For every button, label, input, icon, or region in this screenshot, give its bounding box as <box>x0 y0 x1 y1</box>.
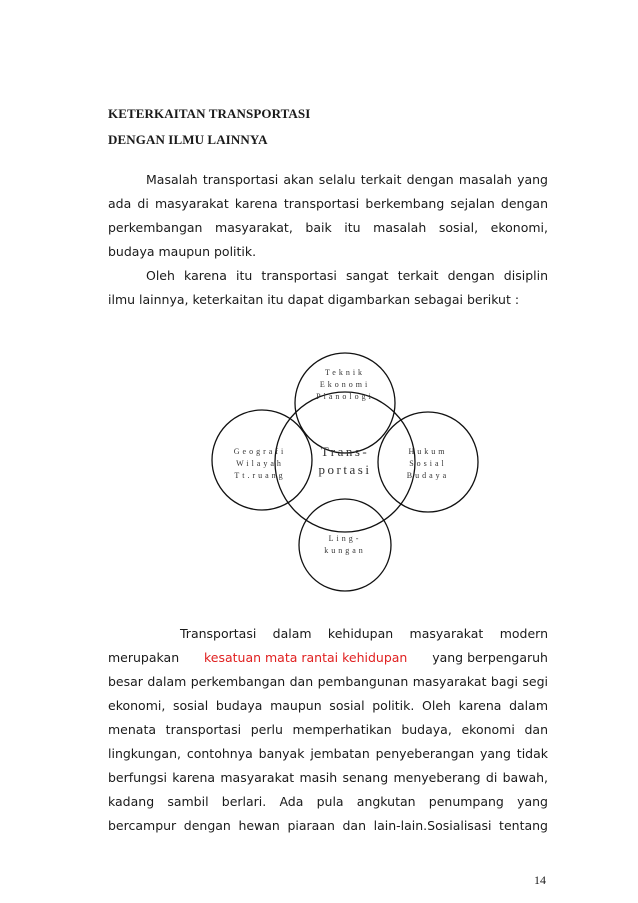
paragraph-3-line-with-highlight <box>108 650 548 666</box>
text-segment: merupakan <box>108 650 180 665</box>
paragraph-2-line: Oleh karena itu transportasi sangat terkait dengan disiplin <box>146 268 548 283</box>
paragraph-1-line: budaya maupun politik. <box>108 244 257 259</box>
paragraph-1-line: perkembangan masyarakat, baik itu masalah sosial, ekonomi, <box>108 220 548 235</box>
right-label-line-2: Sosial <box>409 459 447 468</box>
section-heading-line-2: DENGAN ILMU LAINNYA <box>108 132 268 147</box>
paragraph-3-line: besar dalam perkembangan dan pembangunan masyarakat bagi segi <box>108 674 548 689</box>
left-label-line-1: Geografi <box>233 447 287 456</box>
paragraph-3-line: kadang sambil berlari. Ada pula angkutan penumpang yang <box>108 794 548 809</box>
highlighted-phrase: kesatuan mata rantai kehidupan <box>203 650 408 665</box>
bottom-label-line-2: kungan <box>324 546 366 555</box>
right-label-line-1: Hukum <box>408 447 448 456</box>
left-label-line-2: Wilayah <box>236 459 284 468</box>
right-label-line-3: Budaya <box>406 471 450 480</box>
center-label-line-2: portasi <box>318 462 372 477</box>
paragraph-3-line: ekonomi, sosial budaya maupun sosial politik. Oleh karena dalam <box>108 698 548 713</box>
top-label-line-3: Planologi <box>316 392 374 401</box>
circle-lingkungan <box>299 499 391 591</box>
top-label-line-2: Ekonomi <box>319 380 371 389</box>
paragraph-3-line: berfungsi karena masyarakat masih senang menyeberang di bawah, <box>108 770 548 785</box>
paragraph-3-line: Transportasi dalam kehidupan masyarakat modern <box>180 626 548 641</box>
bottom-label-line-1: Ling- <box>328 534 362 543</box>
center-label-line-1: Trans- <box>320 444 370 459</box>
text-segment: yang berpengaruh <box>432 650 548 665</box>
paragraph-3-line: menata transportasi perlu memperhatikan budaya, ekonomi dan <box>108 722 548 737</box>
paragraph-1-line: ada di masyarakat karena transportasi berkembang sejalan dengan <box>108 196 548 211</box>
paragraph-3-line: lingkungan, contohnya banyak jembatan penyeberangan yang tidak <box>108 746 548 761</box>
left-label-line-3: Tt.ruang <box>234 471 286 480</box>
paragraph-2-line: ilmu lainnya, keterkaitan itu dapat digambarkan sebagai berikut : <box>108 292 520 307</box>
paragraph-3-line: bercampur dengan hewan piaraan dan lain-lain.Sosialisasi tentang <box>108 818 548 833</box>
paragraph-1-line: Masalah transportasi akan selalu terkait dengan masalah yang <box>146 172 548 187</box>
page-number: 14 <box>534 873 546 887</box>
section-heading-line-1: KETERKAITAN TRANSPORTASI <box>108 106 311 121</box>
top-label-line-1: Teknik <box>324 368 366 377</box>
